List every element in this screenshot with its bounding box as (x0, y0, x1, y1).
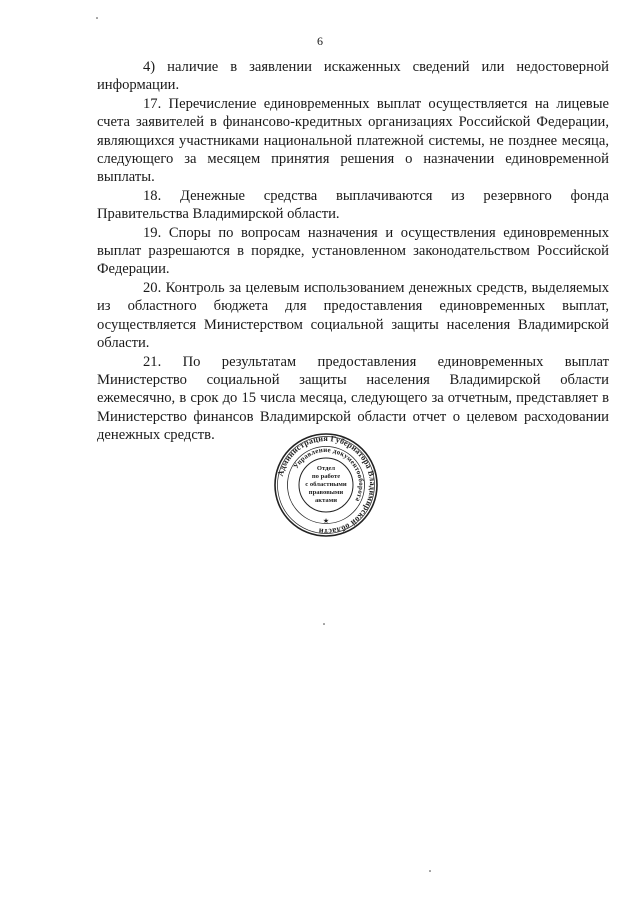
paragraph-17: 17. Перечисление единовременных выплат осуществляется на лицевые счета заявителей в финансово-кредитных организациях Российской Федерации, являющихся участниками национальной платежной системы, не позднее месяца, следующего за месяцем принятия решения о назначении единовременной выплаты. (97, 95, 609, 186)
seal-graphic (274, 433, 378, 537)
document-body (97, 58, 609, 445)
seal-center-line-4: правовыми (308, 489, 344, 496)
paragraph-20: 20. Контроль за целевым использованием денежных средств, выделяемых из областного бюджета для предоставления единовременных выплат, осуществляется Министерством социальной защиты населения Владимирской области. (97, 279, 609, 352)
seal-center-line-3: с областными (305, 481, 347, 488)
paragraph-18: 18. Денежные средства выплачиваются из резервного фонда Правительства Владимирской области. (97, 187, 609, 223)
seal-star-icon: ★ (322, 517, 330, 525)
paragraph-21: 21. По результатам предоставления единовременных выплат Министерство социальной защиты населения Владимирской области ежемесячно, в срок до 15 числа месяца, следующего за отчетным, представляет в Министерство финансов Владимирской области отчет о целевом расходовании денежных средств. (97, 353, 609, 444)
seal-center-line-1: Отдел (316, 465, 336, 472)
official-seal-stamp (274, 433, 378, 537)
paragraph-item-4: 4) наличие в заявлении искаженных сведений или недостоверной информации. (97, 59, 609, 94)
page-number: 6 (317, 34, 323, 48)
scan-speck (323, 623, 325, 625)
seal-inner-text: Управление документооборота (291, 445, 366, 503)
seal-outer-text: Администрация Губернатора Владимирской области (275, 433, 378, 537)
seal-center-line-2: по работе (311, 473, 341, 480)
scan-speck (429, 870, 431, 872)
seal-center-line-5: актами (314, 497, 338, 504)
scan-speck (96, 17, 98, 19)
paragraph-19: 19. Споры по вопросам назначения и осуществления единовременных выплат разрешаются в порядке, установленном законодательством Российской Федерации. (97, 224, 609, 278)
